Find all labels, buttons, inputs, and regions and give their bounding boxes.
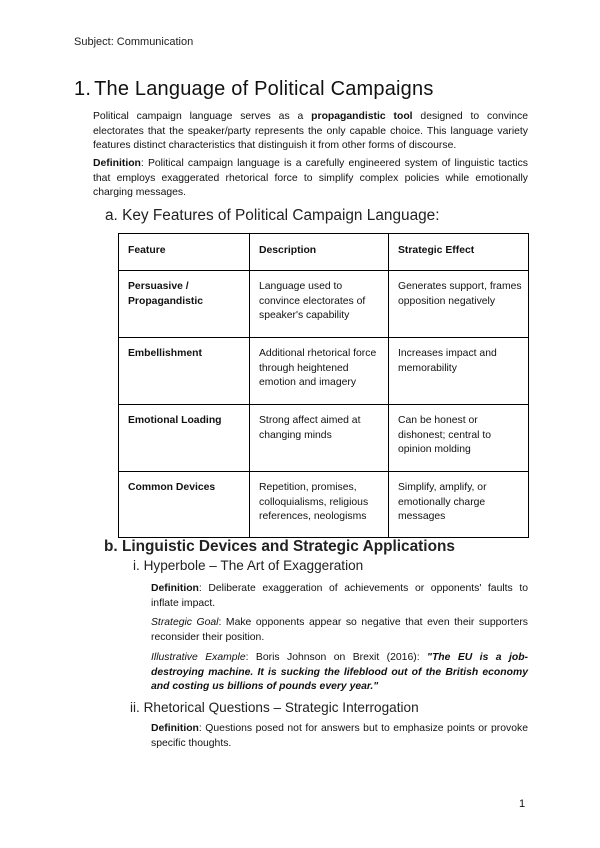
definition-text: : Questions posed not for answers but to emphasize points or provoke specific thoughts.	[151, 723, 528, 749]
description-cell: Repetition, promises, colloquialisms, religious references, neologisms	[250, 472, 389, 538]
effect-cell: Generates support, frames opposition negatively	[389, 271, 529, 338]
description-cell: Additional rhetorical force through heightened emotion and imagery	[250, 338, 389, 405]
intro-text-end: designed to convince electorates that the speaker/party represents the only capable choice. This language variety features distinct characteristics that distinguish it from other forms of discourse.	[93, 111, 529, 152]
table-header: Feature	[119, 234, 250, 271]
table-row	[119, 405, 529, 472]
definition-paragraph	[93, 157, 528, 201]
intro-bold-term: propagandistic tool	[311, 111, 413, 122]
table-header: Description	[250, 234, 389, 271]
feature-cell: Common Devices	[119, 472, 250, 538]
rhetorical-questions-heading: ii. Rhetorical Questions – Strategic Interrogation	[130, 700, 419, 715]
example-text: : Boris Johnson on Brexit (2016):	[245, 652, 428, 663]
hyperbole-definition	[151, 582, 528, 611]
effect-cell: Simplify, amplify, or emotionally charge messages	[389, 472, 529, 538]
feature-cell: Embellishment	[119, 338, 250, 405]
feature-cell: Persuasive / Propagandistic	[119, 271, 250, 338]
definition-text: : Deliberate exaggeration of achievements or opponents' faults to inflate impact.	[151, 583, 528, 609]
table-row	[119, 472, 529, 538]
description-cell: Language used to convince electorates of speaker's capability	[250, 271, 389, 338]
definition-label: Definition	[93, 158, 141, 169]
goal-label: Strategic Goal	[151, 617, 219, 628]
hyperbole-strategic-goal	[151, 616, 528, 645]
effect-cell: Increases impact and memorability	[389, 338, 529, 405]
intro-text-start: Political campaign language serves as a	[93, 111, 312, 122]
description-cell: Strong affect aimed at changing minds	[250, 405, 389, 472]
rhetorical-questions-definition	[151, 722, 528, 751]
features-table	[118, 233, 529, 538]
example-label: Illustrative Example	[151, 652, 246, 663]
effect-cell: Can be honest or dishonest; central to opinion molding	[389, 405, 529, 472]
page-number: 1	[519, 798, 526, 810]
section-title	[74, 78, 434, 101]
hyperbole-heading: i. Hyperbole – The Art of Exaggeration	[133, 558, 364, 573]
feature-cell: Emotional Loading	[119, 405, 250, 472]
definition-text: : Political campaign language is a carefully engineered system of linguistic tactics that employs exaggerated rhetorical force to simplify complex policies while emotionally charging messages.	[93, 158, 528, 199]
subsection-b-heading: b. Linguistic Devices and Strategic Applications	[104, 538, 455, 555]
section-number: 1.	[74, 78, 92, 100]
table-header-row	[119, 234, 529, 271]
example-quote: "The EU is a job-destroying machine. It is sucking the lifeblood out of the British economy and costing us billions of pounds every year."	[151, 652, 528, 693]
definition-label: Definition	[151, 723, 199, 734]
hyperbole-example	[151, 651, 528, 695]
section-title-text: The Language of Political Campaigns	[94, 78, 434, 100]
table-row	[119, 271, 529, 338]
document-subject: Subject: Communication	[74, 36, 194, 48]
table-row	[119, 338, 529, 405]
table-header: Strategic Effect	[389, 234, 529, 271]
subsection-a-heading: a. Key Features of Political Campaign Language:	[105, 207, 440, 224]
goal-text: : Make opponents appear so negative that even their supporters reconsider their position.	[151, 617, 528, 643]
definition-label: Definition	[151, 583, 199, 594]
intro-paragraph	[93, 110, 528, 154]
